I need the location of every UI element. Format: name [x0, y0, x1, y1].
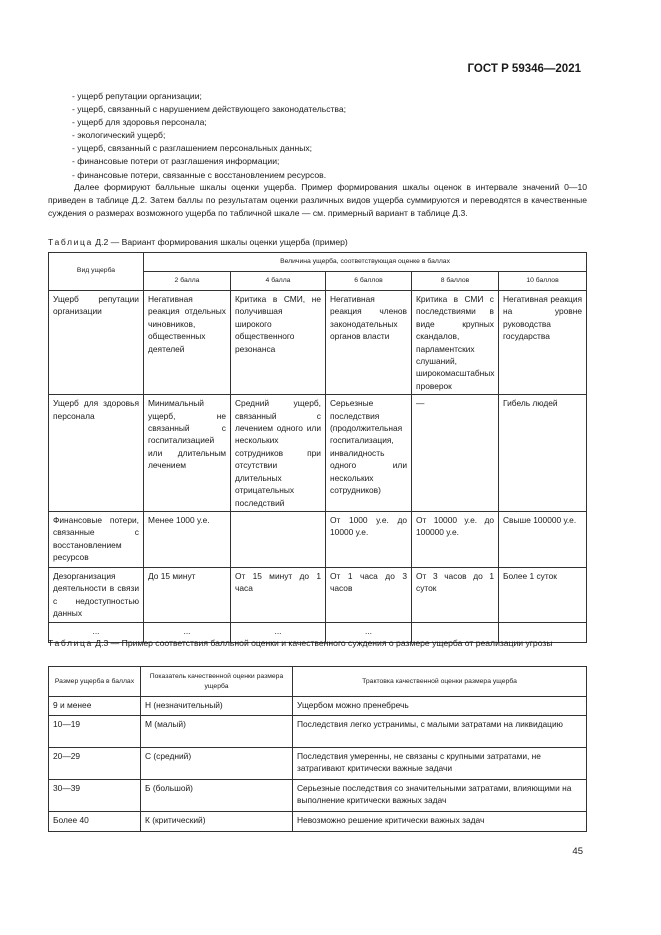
table-cell: Средний ущерб, связанный с лечением одного или нескольких сотрудников при отсутствии длительных отрицательных последствий — [231, 395, 326, 512]
table-cell: Ущербом можно пренебречь — [293, 697, 587, 716]
table-cell: Менее 1000 у.е. — [144, 511, 231, 567]
caption-text: Д.2 — Вариант формирования шкалы оценки ущерба (пример) — [92, 237, 348, 247]
list-item: - ущерб репутации организации; — [72, 91, 202, 101]
table-cell: ... — [326, 622, 412, 642]
list-item: - ущерб для здоровья персонала; — [72, 117, 207, 128]
table-row — [49, 716, 587, 748]
table-row — [49, 291, 587, 395]
table-cell: Невозможно решение критически важных задач — [293, 812, 587, 832]
table-row — [49, 748, 587, 780]
table-cell: Последствия умеренны, не связаны с крупными затратами, не затрагивают критически важные задачи — [293, 748, 587, 780]
table-cell: Последствия легко устранимы, с малыми затратами на ликвидацию — [293, 716, 587, 748]
table-header: 6 баллов — [326, 272, 412, 291]
table-cell: 10—19 — [49, 716, 141, 748]
paragraph-text: Далее формируют балльные шкалы оценки ущерба. Пример формирования шкалы оценок в интервале значений 0—10 приведен в таблице Д.2. Затем баллы по результатам оценки различных видов ущерба суммируются и переводятся в качественные суждения о размерах возможного ущерба по табличной шкале — см. примерный вариант в таблице Д.3. — [48, 182, 587, 218]
table-cell: Минимальный ущерб, не связанный с госпитализацией или длительным лечением — [144, 395, 231, 512]
bullet-list — [72, 90, 587, 182]
table-cell: С (средний) — [141, 748, 293, 780]
table-caption — [48, 236, 586, 249]
list-item: - ущерб, связанный с разглашением персональных данных; — [72, 143, 313, 154]
table-cell: 9 и менее — [49, 697, 141, 716]
table-header: 10 баллов — [499, 272, 587, 291]
table-row — [49, 812, 587, 832]
table-cell: 30—39 — [49, 780, 141, 812]
table-cell: От 10000 у.е. до 100000 у.е. — [412, 511, 499, 567]
table-cell: ... — [144, 622, 231, 642]
table-cell: — — [412, 395, 499, 512]
table-header: Размер ущерба в баллах — [49, 667, 141, 697]
table-cell: От 3 часов до 1 суток — [412, 567, 499, 622]
table-row — [49, 780, 587, 812]
table-row — [49, 697, 587, 716]
caption-label: Таблица — [48, 237, 93, 247]
table-caption — [48, 637, 586, 650]
table-cell: Дезорганизация деятельности в связи с недоступностью данных — [49, 567, 144, 622]
table-header: Трактовка качественной оценки размера ущерба — [293, 667, 587, 697]
table-cell: 20—29 — [49, 748, 141, 780]
body-paragraph — [48, 181, 587, 220]
table-header: 4 балла — [231, 272, 326, 291]
table-cell: Более 40 — [49, 812, 141, 832]
table-cell: Серьезные последствия со значительными затратами, влияющими на выполнение критически важных задач — [293, 780, 587, 812]
list-item: - финансовые потери, связанные с восстановлением ресурсов. — [72, 169, 327, 180]
document-header: ГОСТ Р 59346—2021 — [467, 63, 581, 75]
table-cell: Критика в СМИ, не получившая широкого общественного резонанса — [231, 291, 326, 395]
table-cell: Ущерб для здоровья персонала — [49, 395, 144, 512]
table-header: 2 балла — [144, 272, 231, 291]
table-row — [49, 395, 587, 512]
table-cell: Свыше 100000 у.е. — [499, 511, 587, 567]
table-cell: От 1 часа до 3 часов — [326, 567, 412, 622]
table-header: Показатель качественной оценки размера ущерба — [141, 667, 293, 697]
list-item: - экологический ущерб; — [72, 130, 166, 141]
table-cell: Финансовые потери, связанные с восстановлением ресурсов — [49, 511, 144, 567]
table-cell: Более 1 суток — [499, 567, 587, 622]
table-header: 8 баллов — [412, 272, 499, 291]
table-cell: М (малый) — [141, 716, 293, 748]
damage-scale-table — [48, 252, 587, 643]
table-cell: Серьезные последствия (продолжительная госпитализация, инвалидность одного или нескольких сотрудников) — [326, 395, 412, 512]
table-cell: От 1000 у.е. до 10000 у.е. — [326, 511, 412, 567]
damage-rating-table — [48, 666, 587, 832]
table-header: Вид ущерба — [49, 253, 144, 291]
page-number: 45 — [572, 846, 583, 857]
caption-text: Д.3 — Пример соответствия балльной оценки и качественного суждения о размере ущерба от реализации угрозы — [92, 638, 553, 648]
table-row — [49, 511, 587, 567]
list-item: - финансовые потери от разглашения информации; — [72, 156, 280, 167]
table-cell: Негативная реакция членов законодательных органов власти — [326, 291, 412, 395]
table-cell: Критика в СМИ с последствиями в виде крупных скандалов, парламентских слушаний, широкомасштабных проверок — [412, 291, 499, 395]
table-cell: Гибель людей — [499, 395, 587, 512]
table-header: Величина ущерба, соответствующая оценке в баллах — [144, 253, 587, 272]
table-cell: ... — [49, 622, 144, 642]
table-cell: Б (большой) — [141, 780, 293, 812]
table-cell: От 15 минут до 1 часа — [231, 567, 326, 622]
table-row — [49, 567, 587, 622]
table-cell: К (критический) — [141, 812, 293, 832]
table-cell: Негативная реакция отдельных чиновников, общественных деятелей — [144, 291, 231, 395]
table-cell: Ущерб репутации организации — [49, 291, 144, 395]
caption-label: Таблица — [48, 638, 93, 648]
table-cell — [231, 511, 326, 567]
table-cell: Н (незначительный) — [141, 697, 293, 716]
table-cell: ... — [231, 622, 326, 642]
list-item: - ущерб, связанный с нарушением действующего законодательства; — [72, 104, 347, 115]
table-cell: Негативная реакция на уровне руководства государства — [499, 291, 587, 395]
table-cell: До 15 минут — [144, 567, 231, 622]
